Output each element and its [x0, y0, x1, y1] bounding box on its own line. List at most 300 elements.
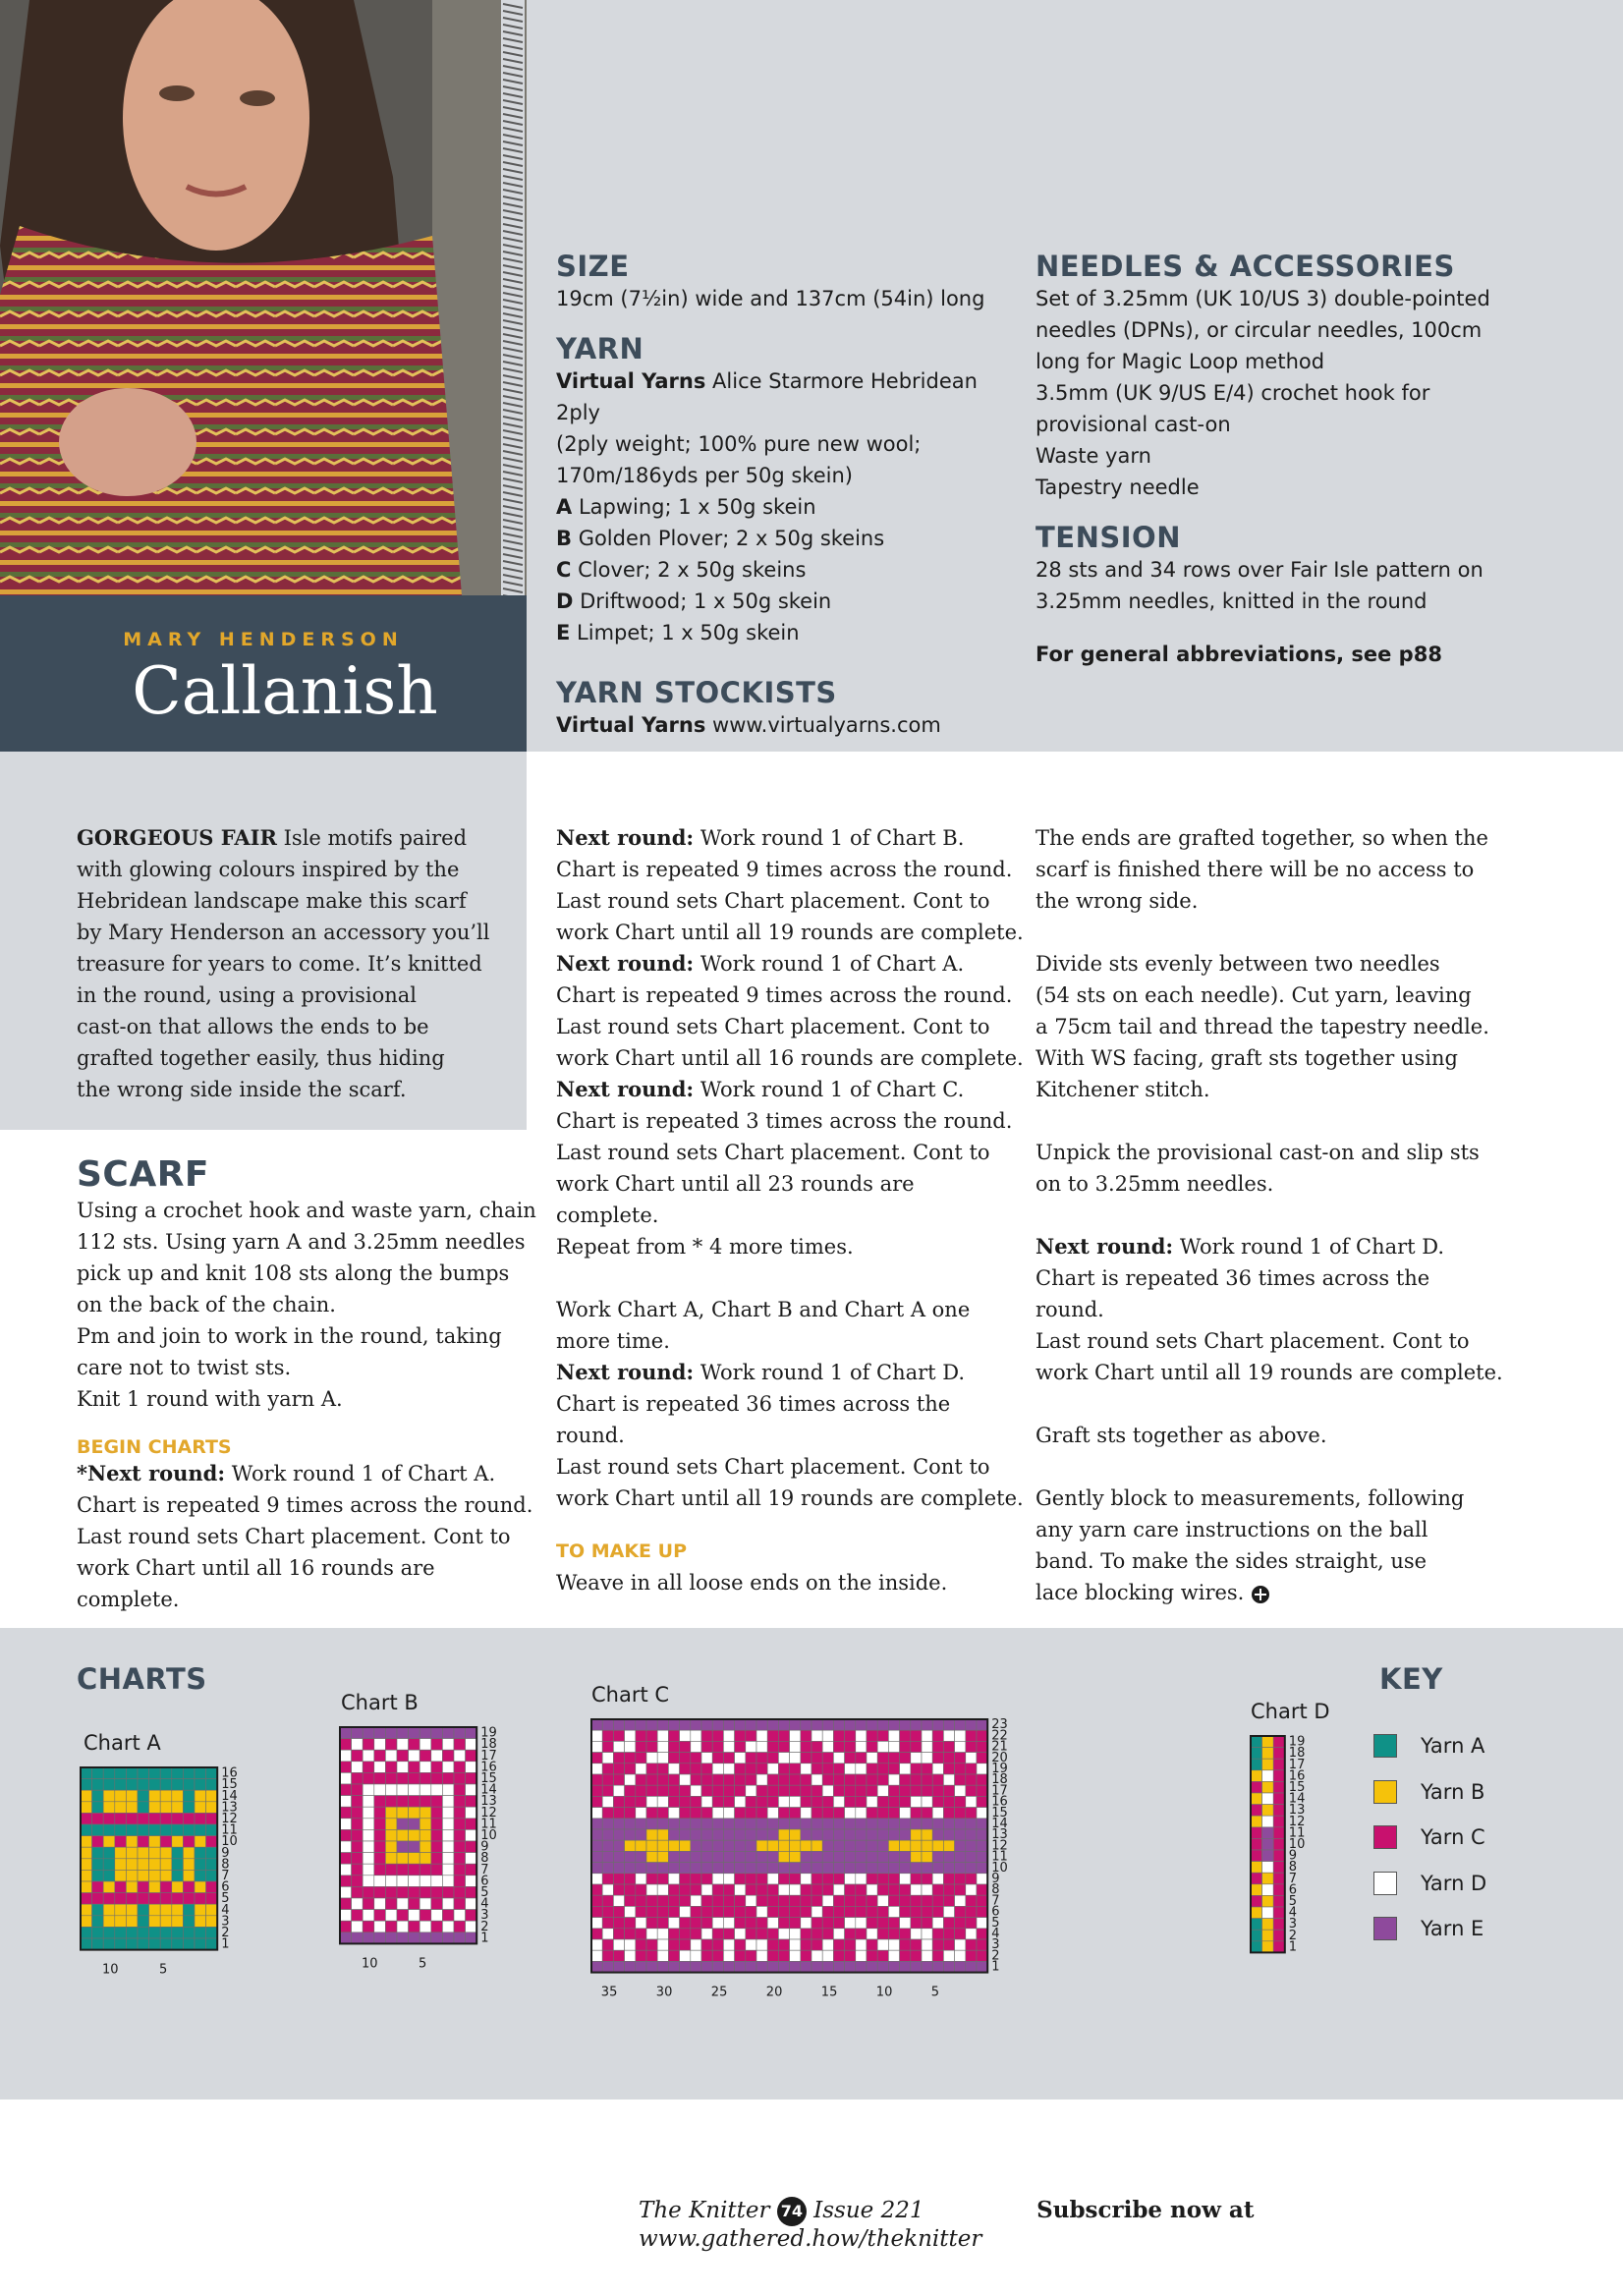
chart-c-cell — [613, 1829, 624, 1840]
chart-c-cell — [646, 1753, 657, 1764]
yarn-colour-name: Golden Plover; 2 x 50g skeins — [572, 527, 885, 550]
chart-d-row-number: 9 — [1288, 1848, 1298, 1864]
chart-c-cell — [966, 1918, 977, 1929]
chart-c-cell — [735, 1796, 746, 1807]
chart-c-cell — [735, 1808, 746, 1819]
chart-c-cell — [966, 1884, 977, 1895]
chart-b-row-number: 15 — [480, 1771, 497, 1786]
chart-b-cell — [397, 1829, 409, 1841]
chart-c-cell — [746, 1741, 756, 1752]
chart-b-cell — [431, 1796, 443, 1808]
key-label: Yarn B — [1421, 1779, 1485, 1804]
chart-d-cell — [1273, 1805, 1285, 1817]
chart-c-cell — [856, 1785, 867, 1796]
chart-c-cell — [845, 1764, 856, 1774]
chart-b-cell — [385, 1772, 397, 1784]
chart-c-cell — [911, 1874, 922, 1884]
chart-c-cell — [602, 1774, 613, 1785]
chart-c-cell — [778, 1895, 789, 1906]
chart-c-cell — [767, 1819, 778, 1829]
chart-d-cell — [1262, 1884, 1274, 1896]
chart-c-cell — [625, 1796, 636, 1807]
chart-c-cell — [888, 1719, 899, 1730]
chart-c-cell — [691, 1874, 701, 1884]
chart-c-cell — [888, 1895, 899, 1906]
chart-c-cell — [867, 1730, 877, 1741]
chart-c-cell — [888, 1851, 899, 1862]
chart-c-cell — [955, 1918, 966, 1929]
chart-a-cell — [115, 1938, 127, 1950]
chart-b-cell — [363, 1796, 374, 1808]
chart-c-cell — [845, 1719, 856, 1730]
chart-d-cell — [1262, 1919, 1274, 1931]
chart-c-row-number: 6 — [991, 1904, 1000, 1920]
chart-a-cell — [126, 1767, 138, 1779]
chart-c-cell — [613, 1741, 624, 1752]
chart-d-cell — [1251, 1827, 1262, 1839]
chart-c-cell — [932, 1918, 943, 1929]
chart-c-cell — [646, 1906, 657, 1917]
chart-c-cell — [746, 1950, 756, 1961]
chart-a-cell — [183, 1904, 195, 1916]
chart-a-cell — [138, 1927, 149, 1938]
chart-c-cell — [767, 1895, 778, 1906]
chart-c-cell — [856, 1764, 867, 1774]
chart-c-cell — [625, 1819, 636, 1829]
chart-c-cell — [877, 1753, 888, 1764]
chart-c-cell — [602, 1863, 613, 1874]
chart-c-cell — [756, 1918, 767, 1929]
chart-a-cell — [149, 1790, 161, 1802]
text-line: on to 3.25mm needles. — [1035, 1172, 1274, 1196]
chart-b-cell — [385, 1841, 397, 1853]
chart-b-column-number: 5 — [419, 1956, 427, 1972]
chart-c-cell — [735, 1939, 746, 1950]
chart-c-cell — [867, 1774, 877, 1785]
chart-b-cell — [442, 1739, 454, 1751]
chart-c-cell — [691, 1929, 701, 1939]
chart-c-cell — [955, 1851, 966, 1862]
chart-a-cell — [115, 1881, 127, 1893]
chart-c-cell — [900, 1851, 911, 1862]
subscribe-link[interactable]: www.gathered.how/theknitter — [639, 2226, 982, 2252]
chart-c-cell — [867, 1819, 877, 1829]
chart-c-cell — [856, 1719, 867, 1730]
chart-a-cell — [183, 1836, 195, 1848]
chart-c-cell — [822, 1939, 833, 1950]
chart-b-cell — [340, 1739, 352, 1751]
chart-c-cell — [812, 1895, 822, 1906]
chart-a-cell — [172, 1927, 184, 1938]
chart-c-cell — [636, 1741, 646, 1752]
chart-c-cell — [845, 1895, 856, 1906]
chart-c-cell — [767, 1764, 778, 1774]
chart-c-cell — [943, 1774, 954, 1785]
chart-c-cell — [955, 1840, 966, 1851]
chart-c-cell — [833, 1719, 844, 1730]
chart-c-cell — [801, 1764, 812, 1774]
chart-c-cell — [833, 1808, 844, 1819]
chart-a-cell — [206, 1824, 218, 1836]
chart-b-cell — [442, 1772, 454, 1784]
chart-a-row-number: 12 — [221, 1812, 238, 1826]
chart-d-cell — [1251, 1873, 1262, 1884]
chart-c-cell — [625, 1884, 636, 1895]
chart-c-cell — [845, 1741, 856, 1752]
chart-c-cell — [778, 1929, 789, 1939]
chart-c-cell — [602, 1764, 613, 1774]
chart-c-cell — [867, 1840, 877, 1851]
chart-b-cell — [352, 1796, 364, 1808]
chart-c-cell — [701, 1884, 712, 1895]
column-3-text — [1035, 822, 1586, 1608]
chart-b-cell — [340, 1807, 352, 1819]
chart-b-cell — [420, 1750, 431, 1762]
chart-c-cell — [591, 1764, 602, 1774]
chart-c-cell — [646, 1730, 657, 1741]
chart-b-cell — [409, 1772, 420, 1784]
chart-b-cell — [385, 1819, 397, 1830]
text-line: With WS facing, graft sts together using — [1035, 1046, 1458, 1070]
chart-c-cell — [756, 1753, 767, 1764]
chart-c-cell — [911, 1764, 922, 1774]
chart-b-cell — [454, 1910, 466, 1922]
chart-d-row-number: 8 — [1288, 1860, 1298, 1876]
chart-c-cell — [911, 1851, 922, 1862]
chart-c-cell — [657, 1840, 668, 1851]
chart-b-cell — [340, 1910, 352, 1922]
chart-c-cell — [922, 1785, 932, 1796]
chart-c-cell — [801, 1884, 812, 1895]
chart-c-cell — [767, 1829, 778, 1840]
subscribe-text: Subscribe now at — [1036, 2197, 1255, 2223]
chart-c-cell — [701, 1719, 712, 1730]
chart-c-cell — [856, 1918, 867, 1929]
chart-c-cell — [932, 1863, 943, 1874]
chart-c-cell — [922, 1961, 932, 1972]
chart-c-cell — [723, 1719, 734, 1730]
chart-c-cell — [790, 1950, 801, 1961]
chart-b-cell — [409, 1910, 420, 1922]
chart-c-cell — [701, 1819, 712, 1829]
chart-d-cell — [1251, 1930, 1262, 1941]
chart-c-cell — [845, 1863, 856, 1874]
chart-c-cell — [932, 1884, 943, 1895]
chart-c-cell — [877, 1851, 888, 1862]
model-wearing-fair-isle-scarf-icon — [0, 0, 527, 595]
chart-c-cell — [822, 1950, 833, 1961]
chart-c-cell — [790, 1819, 801, 1829]
chart-d-row-number: 14 — [1288, 1791, 1306, 1807]
chart-a-cell — [206, 1938, 218, 1950]
chart-c-cell — [822, 1764, 833, 1774]
chart-c-cell — [646, 1961, 657, 1972]
text-line: work Chart until all 16 rounds are complete. — [556, 1046, 1024, 1070]
text-line: a 75cm tail and thread the tapestry needle. — [1035, 1015, 1489, 1038]
chart-b-row-number: 16 — [480, 1760, 497, 1775]
chart-c-cell — [602, 1961, 613, 1972]
yarn-letter: E — [556, 621, 571, 644]
chart-c-cell — [877, 1819, 888, 1829]
chart-c-cell — [746, 1819, 756, 1829]
chart-d-cell — [1273, 1793, 1285, 1805]
chart-c-cell — [680, 1719, 691, 1730]
chart-b-cell — [352, 1932, 364, 1944]
chart-b-cell — [385, 1921, 397, 1932]
pattern-title: Callanish — [132, 653, 438, 729]
chart-c-cell — [812, 1851, 822, 1862]
chart-c-cell — [977, 1939, 987, 1950]
text-line: Chart is repeated 9 times across the round. — [556, 983, 1013, 1007]
chart-a-cell — [103, 1779, 115, 1791]
chart-c-cell — [723, 1764, 734, 1774]
chart-c-cell — [867, 1796, 877, 1807]
chart-c-cell — [877, 1774, 888, 1785]
chart-c-cell — [966, 1895, 977, 1906]
chart-c-cell — [680, 1863, 691, 1874]
text-line: long for Magic Loop method — [1035, 350, 1325, 373]
chart-a-cell — [206, 1870, 218, 1881]
chart-c-cell — [867, 1939, 877, 1950]
chart-d-cell — [1251, 1805, 1262, 1817]
chart-a-cell — [103, 1927, 115, 1938]
chart-c-cell — [602, 1950, 613, 1961]
chart-c-cell — [911, 1730, 922, 1741]
chart-b-cell — [409, 1807, 420, 1819]
chart-a-cell — [92, 1802, 104, 1814]
chart-a-cell — [126, 1813, 138, 1824]
chart-b-cell — [409, 1829, 420, 1841]
chart-d-cell — [1262, 1770, 1274, 1782]
chart-c-cell — [691, 1863, 701, 1874]
chart-b-cell — [454, 1772, 466, 1784]
chart-c-row-number: 22 — [991, 1728, 1008, 1744]
chart-c-cell — [746, 1939, 756, 1950]
chart-c-cell — [668, 1961, 679, 1972]
chart-b-cell — [431, 1898, 443, 1910]
chart-c-cell — [756, 1906, 767, 1917]
chart-b-cell — [397, 1819, 409, 1830]
chart-c-cell — [778, 1796, 789, 1807]
chart-c-cell — [691, 1741, 701, 1752]
chart-c-cell — [756, 1719, 767, 1730]
chart-c-cell — [746, 1906, 756, 1917]
chart-c-cell — [625, 1840, 636, 1851]
chart-c-cell — [932, 1741, 943, 1752]
chart-d-row-number: 7 — [1288, 1871, 1298, 1886]
chart-c-cell — [746, 1829, 756, 1840]
chart-c-cell — [943, 1939, 954, 1950]
chart-b-cell — [466, 1762, 477, 1773]
chart-c-cell — [822, 1829, 833, 1840]
yarn-letter: D — [556, 589, 574, 613]
chart-b-row-number: 19 — [480, 1725, 497, 1741]
chart-b-cell — [340, 1727, 352, 1739]
chart-a-cell — [138, 1847, 149, 1859]
chart-c-cell — [735, 1719, 746, 1730]
chart-c-cell — [680, 1918, 691, 1929]
chart-c-cell — [636, 1753, 646, 1764]
chart-c-cell — [900, 1939, 911, 1950]
chart-c-cell — [943, 1764, 954, 1774]
chart-d-cell — [1273, 1838, 1285, 1850]
chart-c-cell — [833, 1863, 844, 1874]
needles-list — [1035, 283, 1586, 503]
chart-c-cell — [955, 1730, 966, 1741]
chart-c-cell — [966, 1753, 977, 1764]
yarn-heading: YARN — [556, 332, 644, 365]
chart-a-row-number: 8 — [221, 1857, 230, 1873]
chart-c-cell — [922, 1764, 932, 1774]
chart-c-cell — [966, 1906, 977, 1917]
chart-b-cell — [340, 1750, 352, 1762]
chart-a-cell — [126, 1916, 138, 1928]
chart-b-cell — [409, 1898, 420, 1910]
chart-c-cell — [977, 1884, 987, 1895]
chart-b-cell — [340, 1876, 352, 1887]
chart-c-cell — [723, 1840, 734, 1851]
chart-c-cell — [701, 1939, 712, 1950]
chart-c-cell — [943, 1796, 954, 1807]
chart-d-cell — [1251, 1862, 1262, 1874]
chart-c-cell — [778, 1863, 789, 1874]
chart-c-cell — [735, 1753, 746, 1764]
chart-c-cell — [900, 1808, 911, 1819]
chart-c-cell — [756, 1741, 767, 1752]
chart-a-cell — [81, 1893, 92, 1905]
chart-c-cell — [977, 1730, 987, 1741]
chart-b-cell — [431, 1921, 443, 1932]
chart-c-cell — [801, 1929, 812, 1939]
chart-c-cell — [877, 1895, 888, 1906]
chart-c-cell — [911, 1819, 922, 1829]
chart-a-cell — [115, 1779, 127, 1791]
chart-c-cell — [746, 1753, 756, 1764]
chart-c-cell — [790, 1840, 801, 1851]
chart-d-cell — [1262, 1941, 1274, 1953]
chart-c-cell — [613, 1774, 624, 1785]
key-swatch — [1373, 1780, 1397, 1804]
chart-c-cell — [778, 1939, 789, 1950]
chart-a-cell — [160, 1916, 172, 1928]
chart-b-cell — [454, 1886, 466, 1898]
chart-b-cell — [352, 1829, 364, 1841]
chart-a-cell — [183, 1847, 195, 1859]
chart-c-cell — [943, 1808, 954, 1819]
chart-b-cell — [340, 1762, 352, 1773]
chart-a-cell — [172, 1813, 184, 1824]
chart-b-cell — [385, 1750, 397, 1762]
chart-c-cell — [746, 1730, 756, 1741]
chart-d-cell — [1262, 1895, 1274, 1907]
chart-c-cell — [856, 1939, 867, 1950]
chart-a-cell — [149, 1927, 161, 1938]
chart-c-cell — [657, 1719, 668, 1730]
chart-b-cell — [431, 1784, 443, 1796]
chart-c-cell — [591, 1950, 602, 1961]
chart-a-cell — [206, 1847, 218, 1859]
chart-c-cell — [833, 1785, 844, 1796]
chart-b-cell — [466, 1886, 477, 1898]
chart-a-cell — [160, 1824, 172, 1836]
chart-c-cell — [691, 1785, 701, 1796]
chart-c-cell — [613, 1863, 624, 1874]
chart-d-row-number: 17 — [1288, 1757, 1306, 1772]
chart-c-cell — [756, 1785, 767, 1796]
chart-c-cell — [723, 1950, 734, 1961]
chart-c-cell — [767, 1863, 778, 1874]
chart-c-cell — [746, 1884, 756, 1895]
text-line: Work Chart A, Chart B and Chart A one — [556, 1298, 971, 1321]
chart-c-cell — [746, 1796, 756, 1807]
chart-c-cell — [712, 1961, 723, 1972]
chart-a-cell — [92, 1904, 104, 1916]
chart-d-cell — [1273, 1884, 1285, 1896]
chart-a-cell — [126, 1779, 138, 1791]
chart-c-cell — [833, 1939, 844, 1950]
chart-d-cell — [1251, 1919, 1262, 1931]
chart-c-cell — [746, 1851, 756, 1862]
chart-a-cell — [103, 1790, 115, 1802]
chart-a-cell — [149, 1767, 161, 1779]
chart-c-cell — [801, 1753, 812, 1764]
text-line: Knit 1 round with yarn A. — [77, 1387, 343, 1411]
chart-c-cell — [756, 1808, 767, 1819]
chart-c-cell — [756, 1819, 767, 1829]
chart-c-cell — [911, 1753, 922, 1764]
chart-c-cell — [801, 1961, 812, 1972]
chart-c-cell — [845, 1906, 856, 1917]
chart-c-cell — [778, 1829, 789, 1840]
chart-c-row-number: 14 — [991, 1817, 1008, 1831]
chart-c-cell — [812, 1730, 822, 1741]
chart-c-cell — [833, 1961, 844, 1972]
chart-c-cell — [646, 1819, 657, 1829]
chart-b-cell — [409, 1876, 420, 1887]
chart-d-row-number: 4 — [1288, 1905, 1298, 1921]
chart-c-cell — [712, 1796, 723, 1807]
chart-d-cell — [1262, 1736, 1274, 1748]
col2-line — [556, 822, 1028, 854]
chart-c-cell — [833, 1918, 844, 1929]
chart-c-row-number: 21 — [991, 1739, 1008, 1755]
chart-b-cell — [442, 1864, 454, 1876]
chart-c-cell — [668, 1939, 679, 1950]
chart-c-cell — [602, 1785, 613, 1796]
chart-c-cell — [877, 1884, 888, 1895]
chart-a-cell — [172, 1824, 184, 1836]
chart-a-cell — [81, 1916, 92, 1928]
text-line: Chart is repeated 3 times across the round. — [556, 1109, 1013, 1133]
chart-b-cell — [431, 1772, 443, 1784]
chart-c-cell — [801, 1840, 812, 1851]
chart-c-cell — [932, 1895, 943, 1906]
chart-c-cell — [911, 1774, 922, 1785]
chart-b-cell — [409, 1739, 420, 1751]
chart-c-cell — [680, 1808, 691, 1819]
chart-c-cell — [932, 1851, 943, 1862]
chart-c-cell — [602, 1829, 613, 1840]
chart-c-cell — [735, 1961, 746, 1972]
chart-a-cell — [206, 1893, 218, 1905]
chart-a-cell — [81, 1847, 92, 1859]
chart-c-cell — [680, 1796, 691, 1807]
chart-a-cell — [149, 1824, 161, 1836]
chart-d-cell — [1262, 1748, 1274, 1760]
page-number-badge: 74 — [777, 2197, 807, 2226]
chart-b-cell — [374, 1898, 386, 1910]
chart-c-cell — [845, 1874, 856, 1884]
